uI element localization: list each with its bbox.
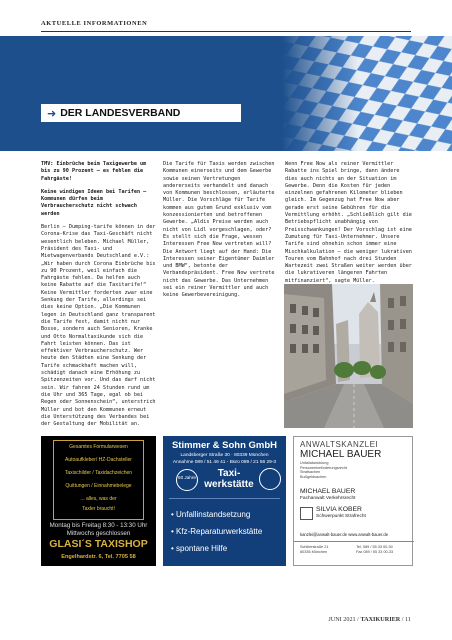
ad-address-line: Landsberger Straße 30 · 80339 München: [180, 453, 269, 458]
lawyer-title-2: Schwerpunkt Strafrecht: [316, 514, 366, 519]
ad-headline: [203, 468, 255, 490]
ad-line: ... alles, was der: [80, 496, 117, 502]
practice-area: Strafsachen: [300, 470, 321, 475]
ad-firm-name: MICHAEL BAUER: [300, 449, 382, 460]
service-item: • Kfz-Reparaturwerkstätte: [171, 527, 263, 536]
footer-magazine: TAXIKURIER: [360, 616, 401, 623]
ad-address: Engelhardstr. 6, Tel. 7705 58: [61, 554, 136, 560]
street-scene-image: [284, 284, 413, 428]
practice-area: Personenbeförderungsrecht: [300, 465, 348, 470]
ad-headline-line-1: Taxi-: [217, 468, 241, 479]
ad-line: Autoaufkleber/ HZ-Dachsteller: [65, 457, 132, 463]
article-subheadline: Keine windigen Ideen bei Tarifen – Kommunen dürfen beim Verbraucherschutz nicht schwach werden: [41, 188, 147, 217]
ad-contact-url: kanzlei@anwalt-bauer.de www.anwalt-bauer.de: [300, 532, 389, 537]
address-line: 80336 München: [300, 549, 328, 554]
article-headline: TMV: Einbrüche beim Taxigewerbe um bis zu 90 Prozent – es fehlen die Fahrgäste!: [41, 161, 147, 182]
ad-divider: [169, 498, 280, 499]
ad-line: Taxler braucht!: [82, 506, 115, 512]
ad-opening-hours: Montag bis Freitag 8:30 - 13:30 Uhr: [49, 522, 148, 529]
ad-closed-day: Mittwochs geschlossen: [66, 530, 131, 537]
service-item: • Unfallinstandsetzung: [171, 510, 251, 519]
ad-line: Gesamtes Formularwesen: [69, 444, 128, 450]
phone-line: Tel. 089 / 55 33 00-30: [356, 545, 393, 549]
anniversary-badge: 60 Jahre: [176, 469, 198, 491]
address-line: Schillerstraße 21: [300, 545, 329, 549]
bavarian-diamonds-graphic: [282, 36, 452, 151]
article-body-2: Die Tarife für Taxis werden zwischen Kommunen einerseits und dem Gewerbe sowie seinen Vertretungen andererseits verhandelt und danach von Kommunen beschlossen, erläuterte Müller. Die Vorschläge für Tarife kommen aus gutem Grund exklusiv vom konzessionierten und betroffenen Gewerbe. „Aldis Preise werden auch nicht von Lidl vorgeschlagen, oder? Es stellt sich die Frage, wessen Interessen Free Now vertreten will? Die Antwort liegt auf der Hand: Die Interessen seiner Eigentümer Daimler und BMW“, betonte der Verbandspräsident. Free Now vertrete nicht das Gewerbe. Das Unternehmen sei ein reiner Vermittler und auch keine Gewerbevereinigung.: [163, 161, 275, 299]
section-title: DER LANDESVERBAND: [60, 107, 181, 119]
ad-divider: [294, 541, 414, 542]
section-title-box: [41, 104, 241, 122]
firm-logo-icon: [300, 507, 313, 520]
page-number: / 11: [400, 616, 411, 623]
ad-anwaltskanzlei: [293, 436, 413, 566]
lawyer-name-2: SILVIA KOBER: [316, 506, 362, 513]
ad-stimmer-sohn: [163, 436, 286, 566]
article-body-3: Wenn Free Now als reiner Vermittler Rabatte ins Spiel bringe, dann ändere dies auch nichts an der Situation im Gewerbe. Denn die Kosten für jeden einzelnen gefahrenen Kilometer blieben gleich. Im Gegenzug hat Free Now aber gerade erst seine Gebühren für die Vermittlung erhöht. „Schließlich gilt die Betriebspflicht unabhängig von Preisschwankungen! Der Vorschlag ist eine Zumutung für Taxi-Unternehmer. Unsere Tarife sind ohnehin schon immer eine Mischkalkulation – die weniger lukrativen Touren vom Bahnhof nach drei Stunden Wartezeit zwei Straßen weiter werden über die lukrativeren längeren Fahrten mitfinanziert“, sagte Müller.: [285, 161, 412, 284]
article-column-2: [163, 161, 278, 300]
article-column-1: [41, 161, 156, 428]
lawyer-title-1: Fachanwalt Verkehrsrecht: [300, 496, 356, 501]
ad-firm-type: ANWALTSKANZLEI: [300, 440, 379, 449]
street-photo: [284, 284, 413, 428]
ad-phone-fax: [356, 545, 393, 555]
practice-area: Bußgeldsachen: [300, 474, 327, 479]
ad-brand-name: GLASI´S TAXISHOP: [49, 538, 148, 550]
page-footer: [328, 616, 411, 623]
fax-line: Fax 089 / 55 33 00-33: [356, 549, 394, 554]
ad-address: [300, 545, 329, 555]
ad-line: Taxischilder / Taxidachzeichen: [64, 470, 133, 476]
quality-seal-icon: [259, 468, 281, 490]
arrow-right-icon: ➜: [47, 106, 57, 120]
ad-line: Quittungen / Einnahmebelege: [65, 483, 132, 489]
ad-company-name: Stimmer & Sohn GmbH: [171, 440, 278, 451]
section-banner: [0, 36, 452, 151]
practice-area: Unfallabwicklung: [300, 461, 329, 465]
ad-glasis-taxishop: [41, 436, 156, 566]
ad-phone-line: Annahme 089 / 51 46 41 - Büro 089 / 21 56 29-3: [172, 460, 277, 465]
section-label: AKTUELLE INFORMATIONEN: [41, 20, 148, 27]
article-column-3: [285, 161, 413, 285]
service-item: • spontane Hilfe: [171, 544, 228, 553]
lawyer-name-1: MICHAEL BAUER: [300, 488, 356, 495]
article-body-1: Berlin – Dumping-tarife können in der Corona-Krise das Taxi-Geschäft nicht wesentlich beleben. Michael Müller, Präsident des Taxi- und Mietwagenverbands Deutschland e.V.: „Wir haben durch Corona Einbrüche bis zu 90 Prozent, weil einfach die Fahrgäste fehlen. Da helfen auch keine Rabatte auf die Taxitarife!“ Keine Vermittler forderten zwar eine Senkung der Tarife, allerdings sei dies keine Option. „Die Kommunen legen in Deutschland ganz transparent die Tarife fest, damit nicht nur Bosse, sondern auch Senioren, Kranke und Otto Normaltaxikunde sich die Fahrt leisten können. Das ist effektiver Verbraucherschutz. Wer heute den Städten eine Senkung der Tarife schmackhaft machen will, schädigt danach eine Erhöhung zu Spitzenzeiten vor. Und das darf nicht sein. Wir fahren 24 Stunden rund um die Uhr und 365 Tage, egal ob bei Regen oder Sonnenschein“, unterstrich Müller und bot den Kommunen erneut die Unterstützung des Verbandes bei der Gestaltung der Mobilität an.: [41, 224, 156, 428]
footer-issue: JUNI 2021 /: [328, 616, 361, 623]
section-divider: [41, 31, 411, 32]
ad-headline-line-2: werkstätte: [204, 479, 254, 490]
